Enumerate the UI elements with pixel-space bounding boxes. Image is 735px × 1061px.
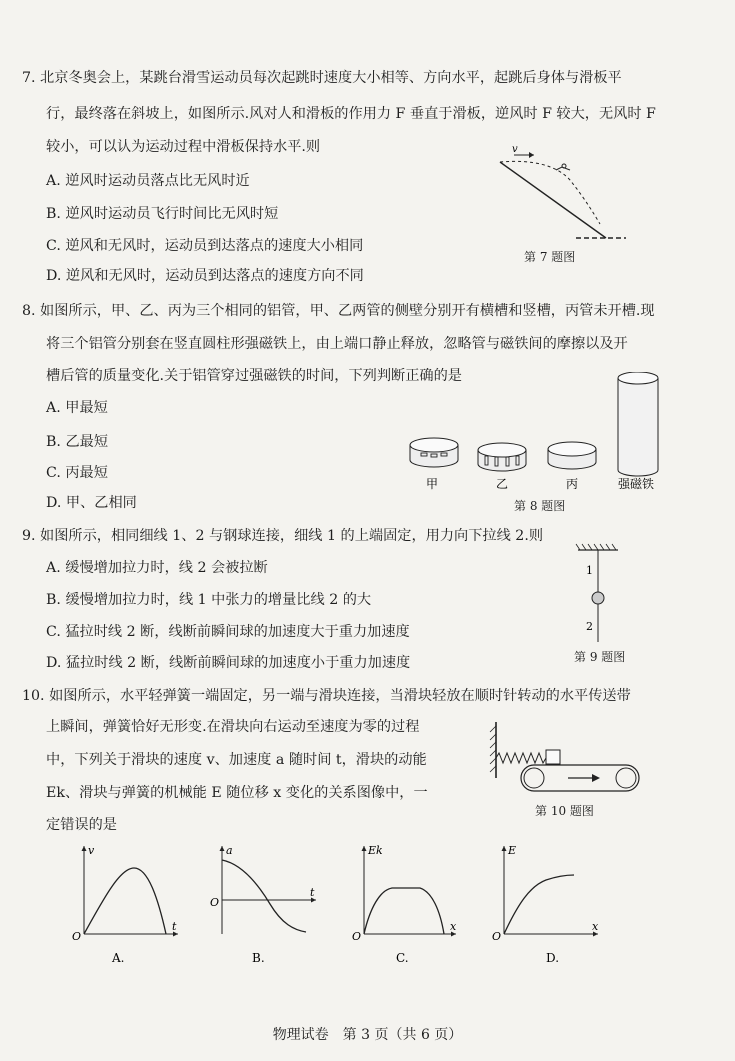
graph-c-curve <box>364 888 444 934</box>
q10-figure-caption: 第 10 题图 <box>535 804 594 818</box>
q10-stem-line-2: 上瞬间，弹簧恰好无形变.在滑块向右运动至速度为零的过程 <box>46 719 420 735</box>
q8-label-yi: 乙 <box>496 477 509 491</box>
q8-stem-line-1: 8. 如图所示，甲、乙、丙为三个相同的铝管，甲、乙两管的侧壁分别开有横槽和竖槽，丙管未开槽.现 <box>22 303 655 319</box>
q9-stem-line-1: 9. 如图所示，相同细线 1、2 与钢球连接，细线 1 的上端固定，用力向下拉线 2.则 <box>22 528 544 544</box>
q10-stem-line-4: Ek、滑块与弹簧的机械能 E 随位移 x 变化的关系图像中，一 <box>46 785 428 801</box>
q8-option-b: B. 乙最短 <box>46 434 109 450</box>
q8-option-c: C. 丙最短 <box>46 465 108 481</box>
q8-label-jia: 甲 <box>426 477 439 491</box>
q9-option-c: C. 猛拉时线 2 断，线断前瞬间球的加速度大于重力加速度 <box>46 624 410 640</box>
q9-steel-ball <box>592 592 604 604</box>
q10-slider-block <box>546 750 560 764</box>
graph-c-x-label: x <box>450 920 457 933</box>
q9-option-d: D. 猛拉时线 2 断，线断前瞬间球的加速度小于重力加速度 <box>46 655 411 671</box>
graph-d-origin: O <box>492 930 502 943</box>
q7-slope-line <box>500 162 606 238</box>
q7-velocity-label: v <box>512 146 518 155</box>
q10-spring <box>496 753 546 763</box>
q10-left-pulley <box>524 768 544 788</box>
graph-a-label: A. <box>112 951 125 965</box>
q7-trajectory-path <box>500 161 600 224</box>
q8-magnet-cylinder <box>618 372 658 476</box>
graph-c-y-label: Ek <box>368 844 383 857</box>
q8-tube-jia <box>410 438 458 467</box>
q10-graph-b <box>208 838 328 968</box>
q8-stem-line-3: 槽后管的质量变化.关于铝管穿过强磁铁的时间，下列判断正确的是 <box>46 368 462 384</box>
graph-b-curve <box>222 860 306 932</box>
graph-b-origin: O <box>210 896 220 909</box>
page-footer: 物理试卷 第 3 页（共 6 页） <box>272 1027 463 1043</box>
q8-tubes-figure <box>396 372 678 492</box>
graph-a-y-label: v <box>88 844 95 857</box>
q9-figure-caption: 第 9 题图 <box>574 650 626 664</box>
graph-a-x-label: t <box>172 920 177 933</box>
q8-figure-caption: 第 8 题图 <box>514 499 566 513</box>
graph-c-origin: O <box>352 930 362 943</box>
q10-conveyor-figure <box>486 718 646 800</box>
graph-a-curve <box>84 868 166 934</box>
q7-option-b: B. 逆风时运动员飞行时间比无风时短 <box>46 206 279 222</box>
q10-graph-d <box>488 838 608 968</box>
q10-stem-line-3: 中，下列关于滑块的速度 v、加速度 a 随时间 t，滑块的动能 <box>46 752 427 768</box>
q8-option-d: D. 甲、乙相同 <box>46 495 137 511</box>
q7-stem-line-1: 7. 北京冬奥会上，某跳台滑雪运动员每次起跳时速度大小相等、方向水平，起跳后身体与滑板平 <box>22 70 622 86</box>
graph-c-label: C. <box>396 951 409 965</box>
q10-stem-line-5: 定错误的是 <box>46 817 117 833</box>
q10-right-pulley <box>616 768 636 788</box>
q9-label-thread-1: 1 <box>586 564 593 577</box>
q9-label-thread-2: 2 <box>586 620 593 633</box>
graph-d-curve <box>504 875 574 934</box>
q7-ski-figure <box>488 146 628 246</box>
q8-option-a: A. 甲最短 <box>46 400 108 416</box>
q8-label-bing: 丙 <box>566 477 579 491</box>
q8-label-magnet: 强磁铁 <box>618 477 655 491</box>
q7-stem-line-3: 较小，可以认为运动过程中滑板保持水平.则 <box>46 139 321 155</box>
q9-option-a: A. 缓慢增加拉力时，线 2 会被拉断 <box>46 560 268 576</box>
graph-b-x-label: t <box>310 886 315 899</box>
q7-option-d: D. 逆风和无风时，运动员到达落点的速度方向不同 <box>46 268 364 284</box>
q9-option-b: B. 缓慢增加拉力时，线 1 中张力的增量比线 2 的大 <box>46 592 372 608</box>
graph-b-label: B. <box>252 951 265 965</box>
graph-a-origin: O <box>72 930 82 943</box>
q9-pendulum-figure <box>560 542 640 650</box>
graph-d-x-label: x <box>592 920 599 933</box>
q7-stem-line-2: 行，最终落在斜坡上，如图所示.风对人和滑板的作用力 F 垂直于滑板，逆风时 F 较大，无风时 F <box>46 106 656 122</box>
q8-stem-line-2: 将三个铝管分别套在竖直圆柱形强磁铁上，由上端口静止释放，忽略管与磁铁间的摩擦以及开 <box>46 336 628 352</box>
graph-d-y-label: E <box>508 844 517 857</box>
q8-tube-yi <box>478 443 526 471</box>
q10-stem-line-1: 10. 如图所示，水平轻弹簧一端固定，另一端与滑块连接，当滑块轻放在顺时针转动的水平传送带 <box>22 688 631 704</box>
q10-graph-c <box>348 838 468 968</box>
q7-option-c: C. 逆风和无风时，运动员到达落点的速度大小相同 <box>46 238 364 254</box>
q10-graph-a <box>68 838 188 968</box>
graph-d-label: D. <box>546 951 560 965</box>
q7-option-a: A. 逆风时运动员落点比无风时近 <box>46 173 250 189</box>
q7-figure-caption: 第 7 题图 <box>524 250 576 264</box>
graph-b-y-label: a <box>226 844 233 857</box>
q8-tube-bing <box>548 442 596 469</box>
